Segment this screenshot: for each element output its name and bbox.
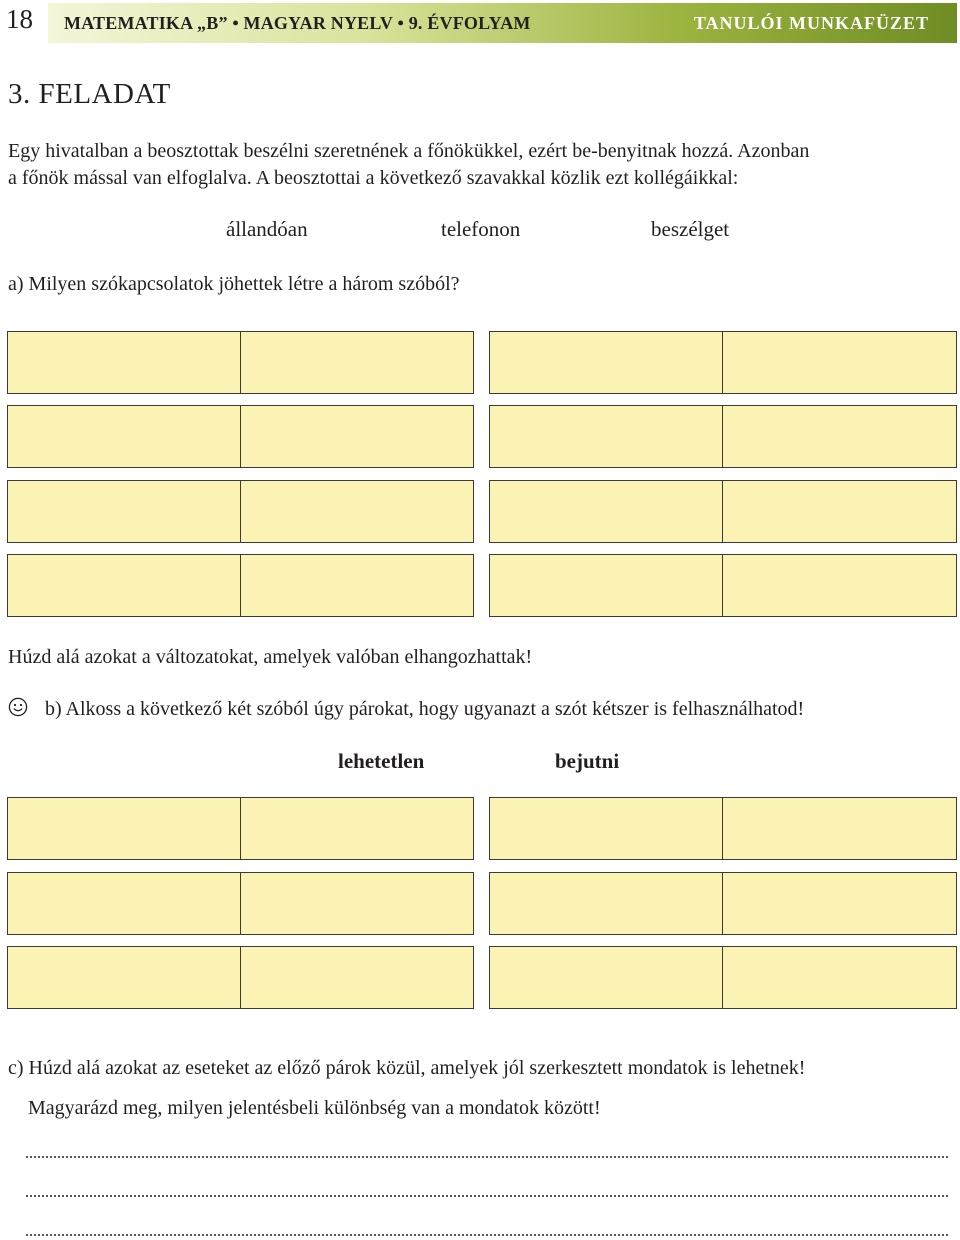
answer-cell[interactable]: [240, 946, 474, 1009]
answer-cell[interactable]: [489, 331, 723, 394]
answer-cell[interactable]: [7, 872, 241, 935]
answer-line[interactable]: [26, 1192, 948, 1197]
part-c-followup: Magyarázd meg, milyen jelentésbeli különbség van a mondatok között!: [28, 1097, 601, 1119]
task-title: 3. FELADAT: [8, 78, 171, 110]
intro-line-2: a főnök mással van elfoglalva. A beosztottai a következő szavakkal közlik ezt kollégáikkal:: [8, 167, 739, 189]
workbook-label: TANULÓI MUNKAFÜZET: [693, 13, 929, 33]
answer-cell[interactable]: [489, 480, 723, 543]
answer-cell[interactable]: [7, 480, 241, 543]
answer-cell[interactable]: [7, 946, 241, 1009]
part-a-instruction: Húzd alá azokat a változatokat, amelyek valóban elhangozhattak!: [8, 646, 533, 668]
answer-line[interactable]: [26, 1231, 948, 1236]
word-bejutni: bejutni: [555, 749, 620, 773]
answer-cell[interactable]: [722, 872, 957, 935]
subject-title: MATEMATIKA „B” • MAGYAR NYELV • 9. ÉVFOLYAM: [64, 13, 531, 33]
answer-cell[interactable]: [722, 554, 957, 617]
answer-cell[interactable]: [7, 797, 241, 860]
answer-cell[interactable]: [240, 405, 474, 468]
smiley-icon: [8, 697, 28, 717]
answer-cell[interactable]: [240, 872, 474, 935]
answer-cell[interactable]: [240, 797, 474, 860]
page-number: 18: [6, 4, 33, 34]
answer-cell[interactable]: [489, 946, 723, 1009]
part-c-question: c) Húzd alá azokat az eseteket az előző párok közül, amelyek jól szerkesztett mondatok is lehetnek!: [8, 1057, 806, 1079]
answer-cell[interactable]: [489, 797, 723, 860]
answer-cell[interactable]: [240, 480, 474, 543]
answer-cell[interactable]: [722, 480, 957, 543]
word-telefonon: telefonon: [441, 217, 521, 241]
answer-cell[interactable]: [489, 405, 723, 468]
header-band: [48, 3, 957, 43]
answer-line[interactable]: [26, 1153, 948, 1158]
part-b-question: b) Alkoss a következő két szóból úgy párokat, hogy ugyanazt a szót kétszer is felhasználhatod!: [45, 698, 805, 720]
answer-cell[interactable]: [240, 331, 474, 394]
answer-cell[interactable]: [722, 946, 957, 1009]
intro-line-1: Egy hivatalban a beosztottak beszélni szeretnének a főnökükkel, ezért be-benyitnak hozzá. Azonban: [8, 140, 810, 162]
word-lehetetlen: lehetetlen: [338, 749, 425, 773]
answer-cell[interactable]: [7, 405, 241, 468]
answer-cell[interactable]: [489, 872, 723, 935]
answer-cell[interactable]: [240, 554, 474, 617]
page-header: [0, 0, 960, 46]
answer-cell[interactable]: [489, 554, 723, 617]
answer-cell[interactable]: [7, 331, 241, 394]
word-allandoan: állandóan: [226, 217, 308, 241]
answer-cell[interactable]: [7, 554, 241, 617]
part-a-question: a) Milyen szókapcsolatok jöhettek létre a három szóból?: [8, 273, 460, 295]
answer-cell[interactable]: [722, 797, 957, 860]
answer-cell[interactable]: [722, 405, 957, 468]
word-beszelget: beszélget: [651, 217, 730, 241]
answer-cell[interactable]: [722, 331, 957, 394]
